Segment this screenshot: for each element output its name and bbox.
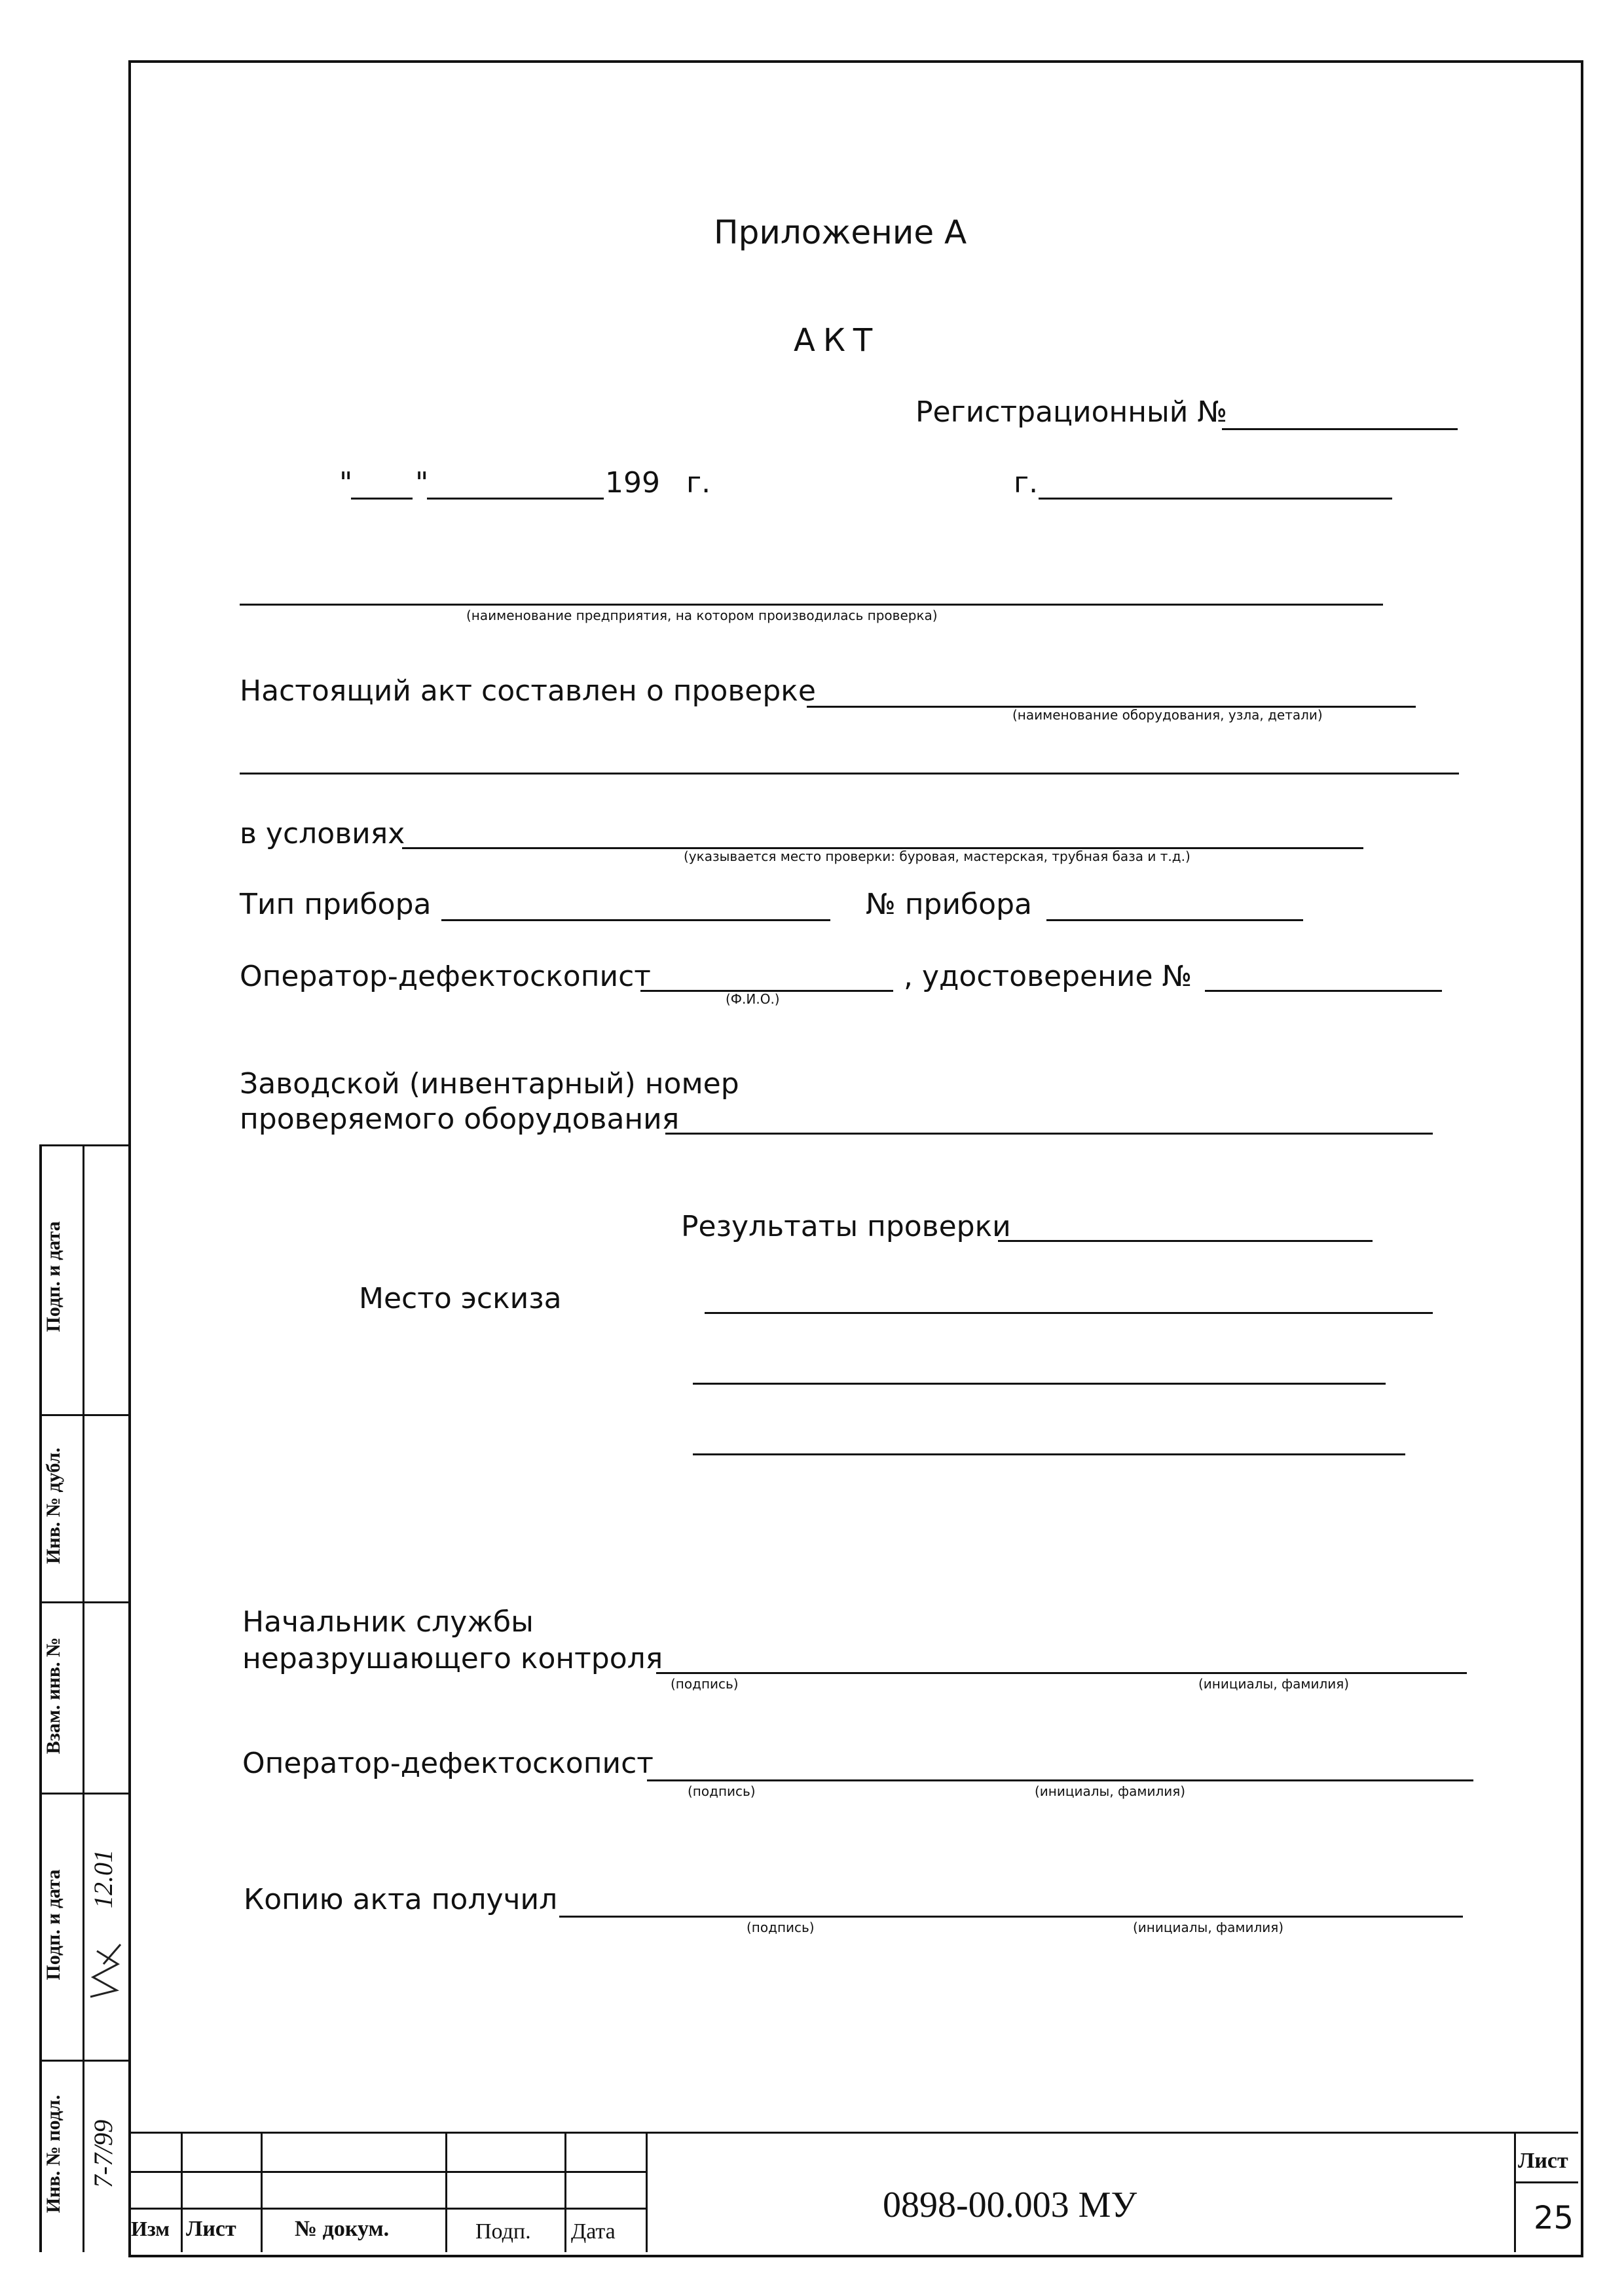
- side-stamp-outer-line: [39, 1144, 42, 2252]
- side-label-vzam-inv: Взам. инв. №: [43, 1637, 64, 1755]
- factory-number-field[interactable]: [665, 1133, 1433, 1135]
- side-label-inv-podl: Инв. № подл.: [43, 2094, 64, 2214]
- certificate-number-field[interactable]: [1205, 990, 1442, 992]
- chief-initials-caption: (инициалы, фамилия): [1198, 1676, 1350, 1692]
- tb-list: Лист: [186, 2217, 236, 2241]
- tb-col-6: [1514, 2132, 1516, 2252]
- enterprise-field[interactable]: [240, 604, 1383, 606]
- date-quote-open: ": [339, 466, 353, 500]
- tb-top-line: [646, 2132, 1578, 2134]
- copy-received-label: Копию акта получил: [244, 1883, 558, 1916]
- sketch-label: Место эскиза: [359, 1282, 562, 1315]
- registration-label: Регистрационный №: [915, 395, 1228, 429]
- tb-podp: Подп.: [475, 2219, 531, 2244]
- side-divider-2: [39, 1414, 128, 1416]
- tb-sheet-number: 25: [1534, 2200, 1574, 2236]
- side-divider-5: [39, 2060, 128, 2062]
- factory-number-line1: Заводской (инвентарный) номер: [240, 1067, 739, 1101]
- tb-col-2: [261, 2132, 263, 2252]
- operator2-signature-field[interactable]: [647, 1779, 1473, 1781]
- city-field[interactable]: [1039, 498, 1392, 500]
- fio-caption: (Ф.И.О.): [726, 991, 780, 1007]
- copy-initials-caption: (инициалы, фамилия): [1133, 1920, 1284, 1935]
- equipment-caption: (наименование оборудования, узла, детали): [1012, 707, 1323, 723]
- chief-line2: неразрушающего контроля: [242, 1642, 663, 1675]
- side-divider-1: [39, 1144, 128, 1146]
- date-quote-close: ": [415, 466, 429, 500]
- results-field-1[interactable]: [998, 1240, 1373, 1242]
- appendix-title: Приложение А: [714, 213, 967, 251]
- device-number-label: № прибора: [866, 888, 1032, 921]
- chief-signature-field[interactable]: [656, 1672, 1467, 1674]
- copy-signature-caption: (подпись): [747, 1920, 815, 1935]
- device-type-label: Тип прибора: [240, 888, 432, 921]
- enterprise-caption: (наименование предприятия, на котором производилась проверка): [466, 608, 938, 623]
- tb-data: Дата: [571, 2219, 616, 2244]
- tb-row-line-1: [128, 2132, 646, 2134]
- tb-row-line-3: [128, 2208, 646, 2210]
- tb-col-3: [445, 2132, 447, 2252]
- tb-row-line-2: [128, 2171, 646, 2173]
- tb-doc-num: № докум.: [295, 2217, 390, 2241]
- registration-number-field[interactable]: [1222, 428, 1458, 430]
- tb-sheet-divider: [1514, 2181, 1578, 2183]
- factory-number-line2: проверяемого оборудования: [240, 1102, 680, 1136]
- conditions-label: в условиях: [240, 817, 405, 850]
- copy-signature-field[interactable]: [559, 1916, 1463, 1918]
- device-number-field[interactable]: [1046, 919, 1303, 921]
- chief-line1: Начальник службы: [242, 1605, 534, 1639]
- operator2-initials-caption: (инициалы, фамилия): [1035, 1783, 1186, 1799]
- tb-izm: Изм: [131, 2217, 170, 2240]
- side-stamp-inner-line: [83, 1144, 84, 2252]
- tb-col-4: [564, 2132, 566, 2252]
- side-label-podp-data-bottom: Подп. и дата: [43, 1869, 64, 1980]
- side-label-podp-data-top: Подп. и дата: [43, 1221, 64, 1332]
- side-divider-4: [39, 1793, 128, 1795]
- handwritten-inv: 7-7/99: [88, 2119, 118, 2189]
- results-field-2[interactable]: [705, 1312, 1433, 1314]
- results-field-3[interactable]: [693, 1383, 1386, 1385]
- handwritten-signature-icon: [84, 1925, 126, 2003]
- handwritten-date: 12.01: [88, 1850, 118, 1908]
- date-year: 199: [605, 466, 660, 500]
- side-divider-3: [39, 1601, 128, 1603]
- operator2-signature-caption: (подпись): [688, 1783, 756, 1799]
- date-month-field[interactable]: [427, 498, 604, 500]
- tb-designation: 0898-00.003 МУ: [883, 2185, 1137, 2225]
- results-field-4[interactable]: [693, 1453, 1405, 1455]
- page-frame: [128, 60, 1583, 2257]
- operator2-label: Оператор-дефектоскопист: [242, 1747, 654, 1780]
- device-type-field[interactable]: [441, 919, 830, 921]
- conditions-caption: (указывается место проверки: буровая, мастерская, трубная база и т.д.): [684, 848, 1190, 864]
- date-year-suffix: г.: [686, 466, 711, 500]
- document-title: АКТ: [794, 322, 881, 359]
- tb-sheet-label: Лист: [1518, 2149, 1568, 2173]
- operator-label: Оператор-дефектоскопист: [240, 960, 651, 993]
- tb-col-1: [181, 2132, 183, 2252]
- chief-signature-caption: (подпись): [671, 1676, 739, 1692]
- side-label-inv-dubl: Инв. № дубл.: [43, 1448, 64, 1564]
- tb-col-5: [646, 2132, 648, 2252]
- results-label: Результаты проверки: [681, 1210, 1011, 1243]
- act-inspection-label: Настоящий акт составлен о проверке: [240, 674, 816, 708]
- city-prefix: г.: [1014, 466, 1039, 500]
- date-day-field[interactable]: [351, 498, 413, 500]
- certificate-label: , удостоверение №: [904, 960, 1192, 993]
- equipment-field-2[interactable]: [240, 773, 1459, 774]
